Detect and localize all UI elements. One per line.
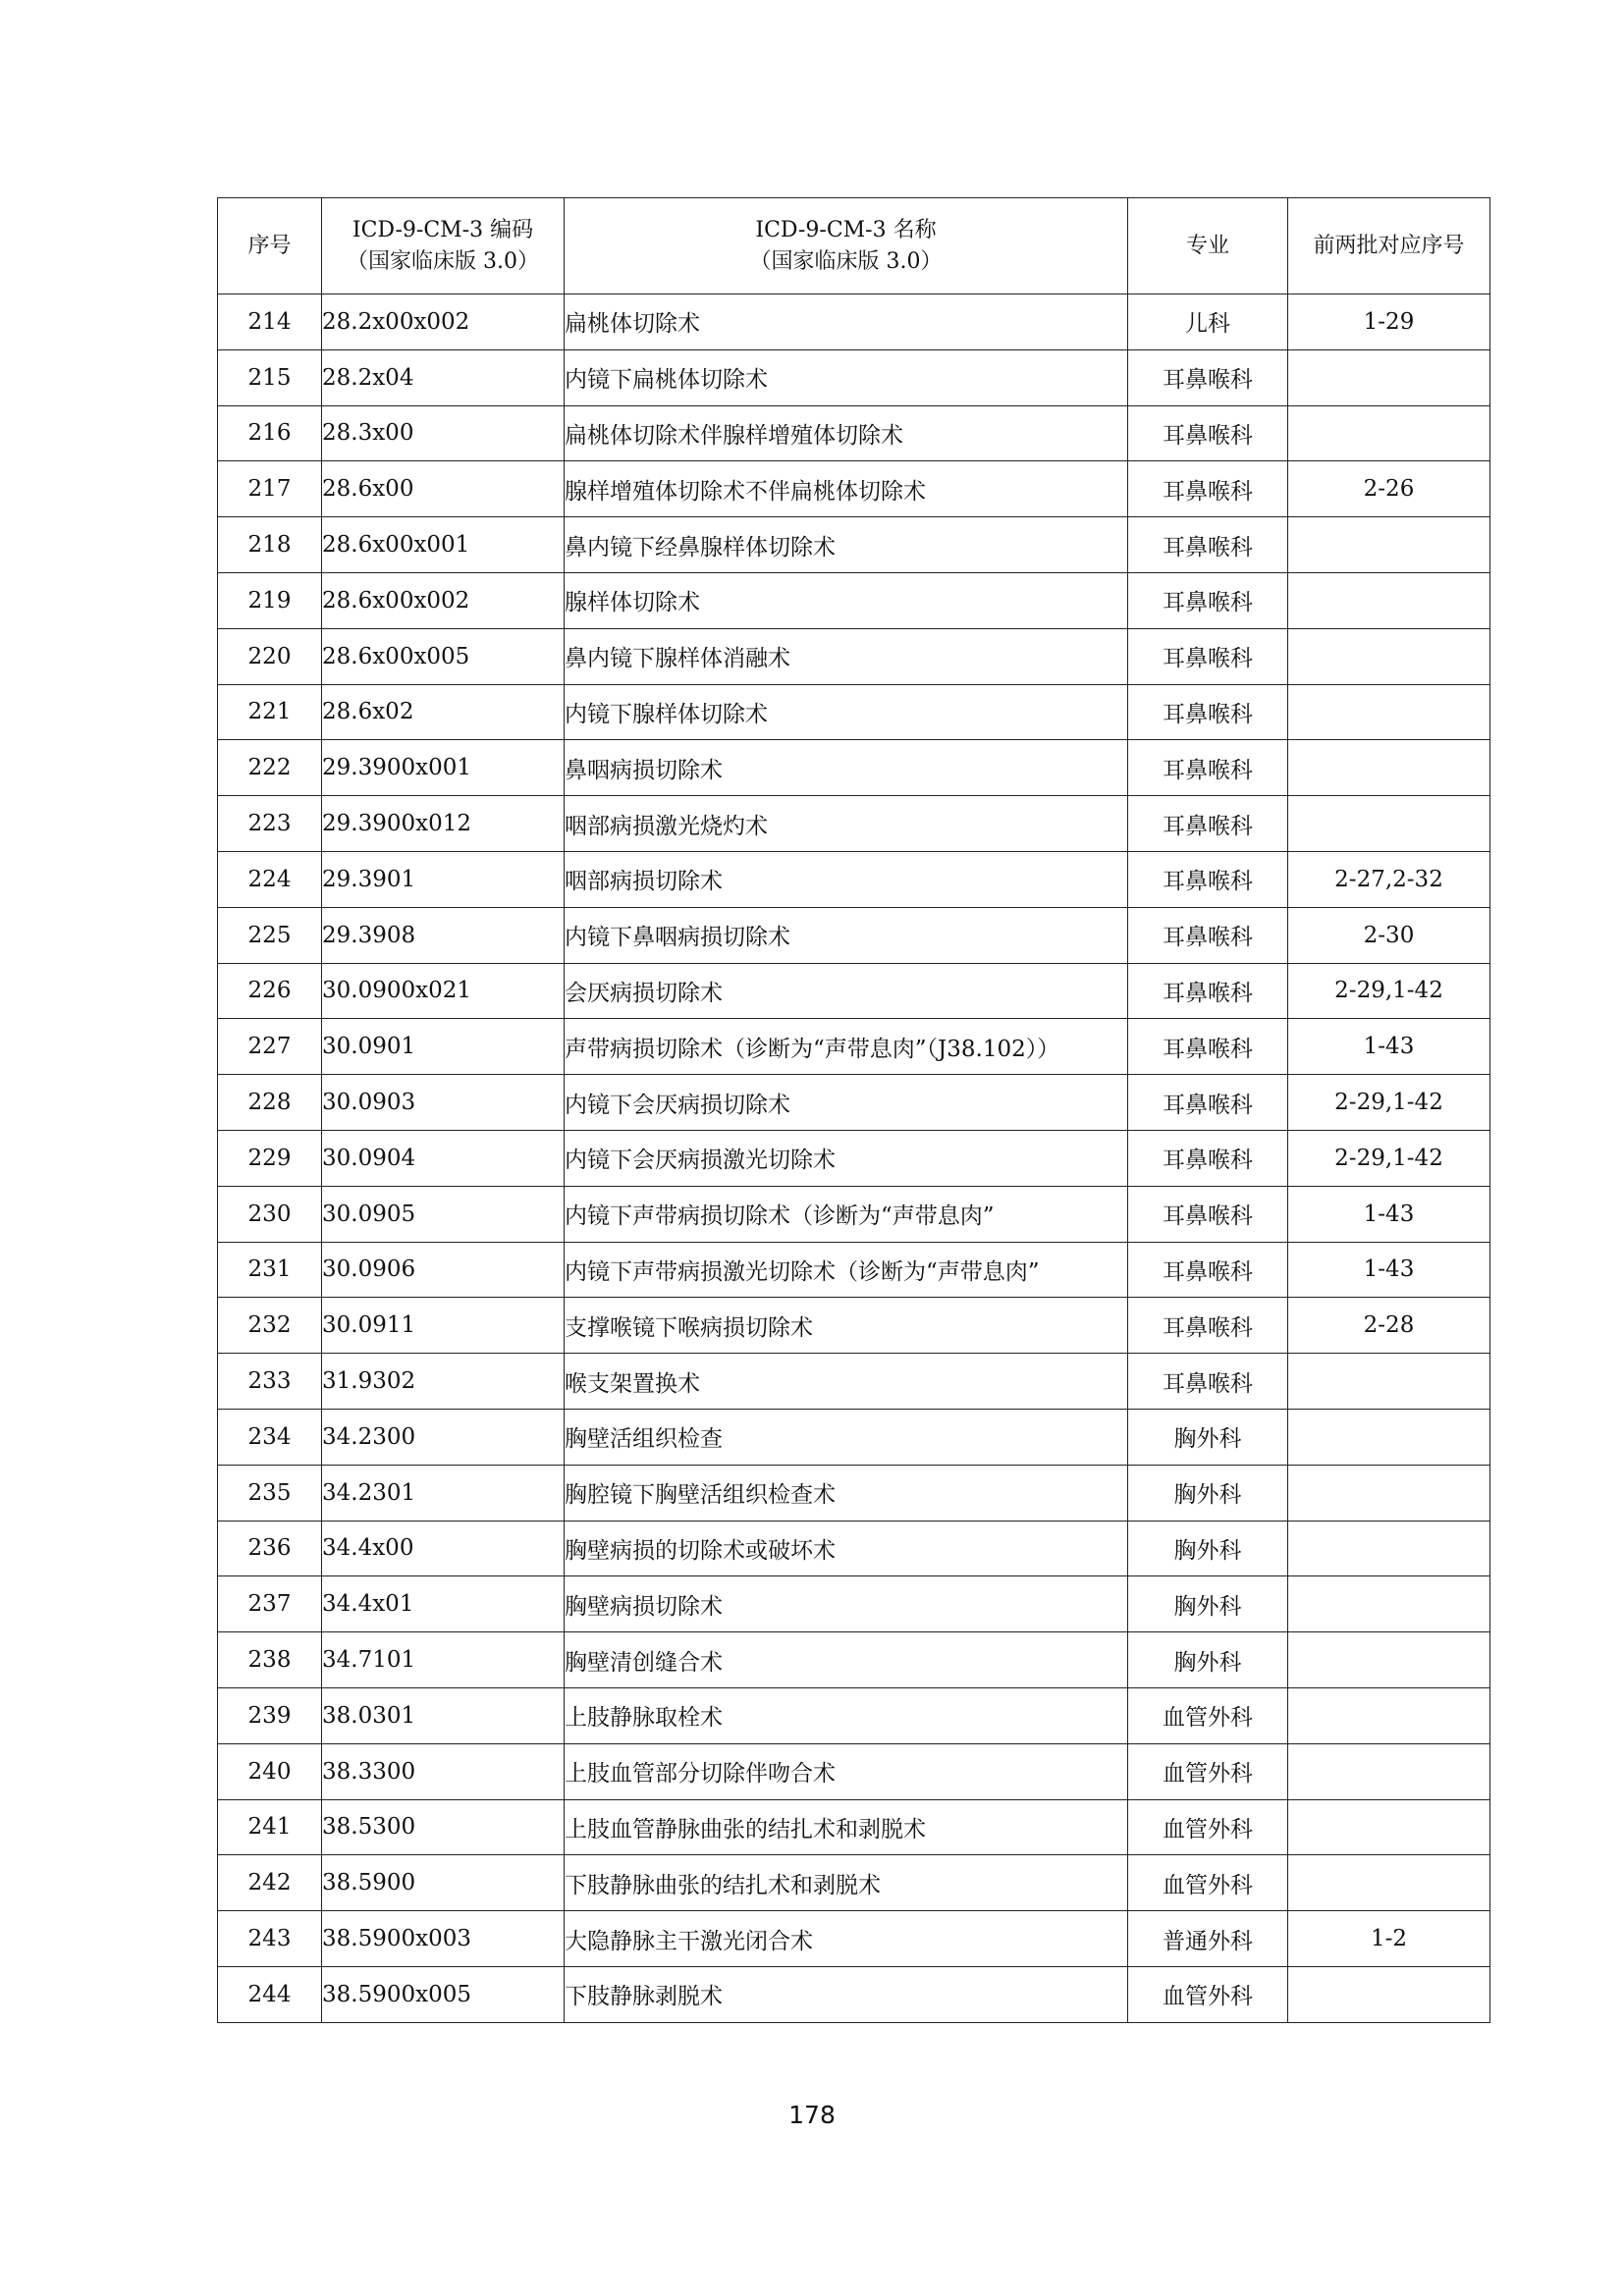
table-row	[218, 740, 1490, 796]
cell-previous-batch-number: 2-28	[1288, 1298, 1490, 1354]
table-row	[218, 294, 1490, 350]
cell-serial-number: 222	[218, 740, 322, 796]
cell-icd-code: 28.3x00	[322, 405, 565, 461]
table-row	[218, 1855, 1490, 1911]
cell-specialty: 普通外科	[1128, 1911, 1288, 1967]
cell-icd-code: 30.0904	[322, 1130, 565, 1186]
cell-icd-name: 上肢血管部分切除伴吻合术	[565, 1743, 1128, 1799]
cell-serial-number: 233	[218, 1354, 322, 1410]
cell-icd-name: 上肢静脉取栓术	[565, 1687, 1128, 1743]
cell-serial-number: 227	[218, 1019, 322, 1075]
cell-icd-name: 扁桃体切除术伴腺样增殖体切除术	[565, 405, 1128, 461]
cell-previous-batch-number: 1-2	[1288, 1911, 1490, 1967]
cell-serial-number: 226	[218, 963, 322, 1019]
cell-previous-batch-number	[1288, 1743, 1490, 1799]
cell-previous-batch-number	[1288, 405, 1490, 461]
cell-previous-batch-number: 2-29,1-42	[1288, 1075, 1490, 1131]
cell-icd-code: 38.5900	[322, 1855, 565, 1911]
table-row	[218, 796, 1490, 852]
table-row	[218, 1576, 1490, 1632]
table-row	[218, 1911, 1490, 1967]
cell-icd-code: 38.5900x003	[322, 1911, 565, 1967]
cell-icd-name: 鼻咽病损切除术	[565, 740, 1128, 796]
cell-icd-name: 内镜下会厌病损切除术	[565, 1075, 1128, 1131]
cell-specialty: 耳鼻喉科	[1128, 1186, 1288, 1242]
cell-specialty: 胸外科	[1128, 1632, 1288, 1688]
table-row	[218, 1354, 1490, 1410]
cell-icd-code: 30.0900x021	[322, 963, 565, 1019]
cell-serial-number: 228	[218, 1075, 322, 1131]
cell-icd-name: 内镜下扁桃体切除术	[565, 349, 1128, 405]
cell-previous-batch-number: 2-29,1-42	[1288, 1130, 1490, 1186]
cell-previous-batch-number	[1288, 1354, 1490, 1410]
cell-serial-number: 239	[218, 1687, 322, 1743]
cell-previous-batch-number	[1288, 349, 1490, 405]
cell-icd-name: 咽部病损激光烧灼术	[565, 796, 1128, 852]
cell-icd-name: 胸壁清创缝合术	[565, 1632, 1128, 1688]
cell-serial-number: 236	[218, 1521, 322, 1576]
cell-previous-batch-number	[1288, 517, 1490, 573]
cell-previous-batch-number	[1288, 1576, 1490, 1632]
cell-specialty: 耳鼻喉科	[1128, 572, 1288, 628]
cell-serial-number: 220	[218, 628, 322, 684]
cell-previous-batch-number	[1288, 1799, 1490, 1855]
cell-icd-code: 29.3908	[322, 907, 565, 963]
cell-serial-number: 217	[218, 461, 322, 517]
cell-icd-code: 28.2x00x002	[322, 294, 565, 350]
cell-specialty: 耳鼻喉科	[1128, 405, 1288, 461]
cell-icd-code: 29.3901	[322, 851, 565, 907]
header-icd-name: ICD-9-CM-3 名称 （国家临床版 3.0）	[565, 198, 1128, 294]
cell-previous-batch-number	[1288, 1465, 1490, 1521]
cell-previous-batch-number	[1288, 740, 1490, 796]
header-icd-code: ICD-9-CM-3 编码 （国家临床版 3.0）	[322, 198, 565, 294]
cell-serial-number: 214	[218, 294, 322, 350]
cell-specialty: 耳鼻喉科	[1128, 907, 1288, 963]
header-specialty: 专业	[1128, 198, 1288, 294]
cell-icd-name: 鼻内镜下经鼻腺样体切除术	[565, 517, 1128, 573]
cell-specialty: 血管外科	[1128, 1743, 1288, 1799]
cell-previous-batch-number: 2-26	[1288, 461, 1490, 517]
table-row	[218, 1075, 1490, 1131]
cell-serial-number: 238	[218, 1632, 322, 1688]
cell-icd-code: 30.0906	[322, 1242, 565, 1298]
cell-specialty: 胸外科	[1128, 1576, 1288, 1632]
cell-icd-name: 胸壁活组织检查	[565, 1409, 1128, 1465]
cell-previous-batch-number	[1288, 1409, 1490, 1465]
cell-icd-code: 28.6x00x002	[322, 572, 565, 628]
table-row	[218, 1019, 1490, 1075]
cell-specialty: 血管外科	[1128, 1687, 1288, 1743]
table-row	[218, 1242, 1490, 1298]
cell-icd-name: 胸壁病损切除术	[565, 1576, 1128, 1632]
cell-specialty: 耳鼻喉科	[1128, 1130, 1288, 1186]
cell-specialty: 血管外科	[1128, 1799, 1288, 1855]
cell-icd-name: 上肢血管静脉曲张的结扎术和剥脱术	[565, 1799, 1128, 1855]
cell-specialty: 耳鼻喉科	[1128, 963, 1288, 1019]
cell-previous-batch-number: 1-43	[1288, 1186, 1490, 1242]
cell-icd-code: 29.3900x012	[322, 796, 565, 852]
cell-icd-name: 喉支架置换术	[565, 1354, 1128, 1410]
cell-icd-name: 内镜下鼻咽病损切除术	[565, 907, 1128, 963]
cell-icd-name: 内镜下声带病损切除术（诊断为“声带息肉”	[565, 1186, 1128, 1242]
cell-specialty: 耳鼻喉科	[1128, 684, 1288, 740]
cell-icd-code: 28.2x04	[322, 349, 565, 405]
table-row	[218, 1521, 1490, 1576]
table-row	[218, 517, 1490, 573]
cell-specialty: 耳鼻喉科	[1128, 740, 1288, 796]
cell-icd-name: 下肢静脉曲张的结扎术和剥脱术	[565, 1855, 1128, 1911]
cell-serial-number: 237	[218, 1576, 322, 1632]
cell-specialty: 耳鼻喉科	[1128, 1019, 1288, 1075]
cell-serial-number: 225	[218, 907, 322, 963]
cell-icd-code: 28.6x00	[322, 461, 565, 517]
cell-icd-code: 34.2300	[322, 1409, 565, 1465]
cell-icd-name: 内镜下腺样体切除术	[565, 684, 1128, 740]
table-row	[218, 572, 1490, 628]
cell-specialty: 耳鼻喉科	[1128, 851, 1288, 907]
cell-specialty: 耳鼻喉科	[1128, 796, 1288, 852]
table-row	[218, 1409, 1490, 1465]
cell-previous-batch-number	[1288, 1855, 1490, 1911]
cell-serial-number: 241	[218, 1799, 322, 1855]
cell-previous-batch-number: 2-29,1-42	[1288, 963, 1490, 1019]
cell-serial-number: 244	[218, 1966, 322, 2022]
cell-icd-code: 29.3900x001	[322, 740, 565, 796]
cell-icd-name: 腺样体切除术	[565, 572, 1128, 628]
cell-icd-name: 内镜下会厌病损激光切除术	[565, 1130, 1128, 1186]
cell-specialty: 耳鼻喉科	[1128, 1075, 1288, 1131]
cell-serial-number: 234	[218, 1409, 322, 1465]
cell-specialty: 血管外科	[1128, 1855, 1288, 1911]
table-row	[218, 405, 1490, 461]
cell-previous-batch-number	[1288, 628, 1490, 684]
cell-serial-number: 221	[218, 684, 322, 740]
cell-icd-name: 胸壁病损的切除术或破坏术	[565, 1521, 1128, 1576]
cell-previous-batch-number: 2-30	[1288, 907, 1490, 963]
cell-previous-batch-number	[1288, 1521, 1490, 1576]
cell-icd-code: 30.0903	[322, 1075, 565, 1131]
cell-icd-name: 支撑喉镜下喉病损切除术	[565, 1298, 1128, 1354]
cell-previous-batch-number: 2-27,2-32	[1288, 851, 1490, 907]
table-row	[218, 963, 1490, 1019]
cell-specialty: 耳鼻喉科	[1128, 1354, 1288, 1410]
table-row	[218, 628, 1490, 684]
table-row	[218, 1186, 1490, 1242]
cell-icd-name: 大隐静脉主干激光闭合术	[565, 1911, 1128, 1967]
cell-serial-number: 235	[218, 1465, 322, 1521]
cell-icd-name: 下肢静脉剥脱术	[565, 1966, 1128, 2022]
cell-icd-code: 38.5900x005	[322, 1966, 565, 2022]
table-row	[218, 1298, 1490, 1354]
table-row	[218, 1743, 1490, 1799]
cell-specialty: 胸外科	[1128, 1465, 1288, 1521]
cell-specialty: 儿科	[1128, 294, 1288, 350]
cell-previous-batch-number: 1-43	[1288, 1242, 1490, 1298]
cell-icd-name: 咽部病损切除术	[565, 851, 1128, 907]
cell-specialty: 耳鼻喉科	[1128, 1242, 1288, 1298]
cell-icd-name: 鼻内镜下腺样体消融术	[565, 628, 1128, 684]
cell-serial-number: 216	[218, 405, 322, 461]
cell-serial-number: 232	[218, 1298, 322, 1354]
cell-previous-batch-number	[1288, 684, 1490, 740]
cell-previous-batch-number	[1288, 572, 1490, 628]
cell-icd-name: 扁桃体切除术	[565, 294, 1128, 350]
cell-icd-name: 胸腔镜下胸壁活组织检查术	[565, 1465, 1128, 1521]
table-row	[218, 1799, 1490, 1855]
cell-icd-name: 腺样增殖体切除术不伴扁桃体切除术	[565, 461, 1128, 517]
table-row	[218, 1130, 1490, 1186]
cell-specialty: 耳鼻喉科	[1128, 1298, 1288, 1354]
cell-icd-code: 28.6x02	[322, 684, 565, 740]
cell-previous-batch-number: 1-43	[1288, 1019, 1490, 1075]
cell-serial-number: 215	[218, 349, 322, 405]
table-row	[218, 1966, 1490, 2022]
cell-icd-code: 34.4x01	[322, 1576, 565, 1632]
cell-icd-code: 30.0901	[322, 1019, 565, 1075]
cell-serial-number: 219	[218, 572, 322, 628]
cell-icd-code: 28.6x00x005	[322, 628, 565, 684]
cell-previous-batch-number	[1288, 1687, 1490, 1743]
cell-specialty: 耳鼻喉科	[1128, 349, 1288, 405]
cell-serial-number: 242	[218, 1855, 322, 1911]
cell-icd-code: 38.3300	[322, 1743, 565, 1799]
cell-icd-name: 内镜下声带病损激光切除术（诊断为“声带息肉”	[565, 1242, 1128, 1298]
table-row	[218, 684, 1490, 740]
cell-icd-code: 30.0905	[322, 1186, 565, 1242]
header-serial-number: 序号	[218, 198, 322, 294]
cell-specialty: 胸外科	[1128, 1521, 1288, 1576]
cell-icd-code: 34.2301	[322, 1465, 565, 1521]
cell-serial-number: 240	[218, 1743, 322, 1799]
cell-serial-number: 230	[218, 1186, 322, 1242]
table-row	[218, 461, 1490, 517]
cell-previous-batch-number	[1288, 1632, 1490, 1688]
cell-icd-code: 38.0301	[322, 1687, 565, 1743]
cell-serial-number: 223	[218, 796, 322, 852]
table-row	[218, 1632, 1490, 1688]
table-row	[218, 349, 1490, 405]
cell-icd-code: 34.4x00	[322, 1521, 565, 1576]
table-row	[218, 851, 1490, 907]
cell-icd-code: 38.5300	[322, 1799, 565, 1855]
cell-icd-name: 声带病损切除术（诊断为“声带息肉”（J38.102））	[565, 1019, 1128, 1075]
cell-serial-number: 243	[218, 1911, 322, 1967]
cell-serial-number: 231	[218, 1242, 322, 1298]
cell-icd-code: 30.0911	[322, 1298, 565, 1354]
cell-specialty: 胸外科	[1128, 1409, 1288, 1465]
cell-serial-number: 218	[218, 517, 322, 573]
cell-icd-name: 会厌病损切除术	[565, 963, 1128, 1019]
cell-icd-code: 34.7101	[322, 1632, 565, 1688]
header-previous-batch-number: 前两批对应序号	[1288, 198, 1490, 294]
table-body	[218, 294, 1490, 2023]
cell-specialty: 耳鼻喉科	[1128, 628, 1288, 684]
cell-serial-number: 229	[218, 1130, 322, 1186]
table-header-row	[218, 198, 1490, 294]
cell-serial-number: 224	[218, 851, 322, 907]
table-row	[218, 1465, 1490, 1521]
cell-specialty: 耳鼻喉科	[1128, 461, 1288, 517]
cell-previous-batch-number	[1288, 796, 1490, 852]
page-number: 178	[788, 2101, 836, 2129]
cell-icd-code: 31.9302	[322, 1354, 565, 1410]
procedure-table	[217, 197, 1490, 2023]
table-row	[218, 1687, 1490, 1743]
cell-specialty: 血管外科	[1128, 1966, 1288, 2022]
cell-icd-code: 28.6x00x001	[322, 517, 565, 573]
cell-specialty: 耳鼻喉科	[1128, 517, 1288, 573]
cell-previous-batch-number: 1-29	[1288, 294, 1490, 350]
cell-previous-batch-number	[1288, 1966, 1490, 2022]
table-row	[218, 907, 1490, 963]
